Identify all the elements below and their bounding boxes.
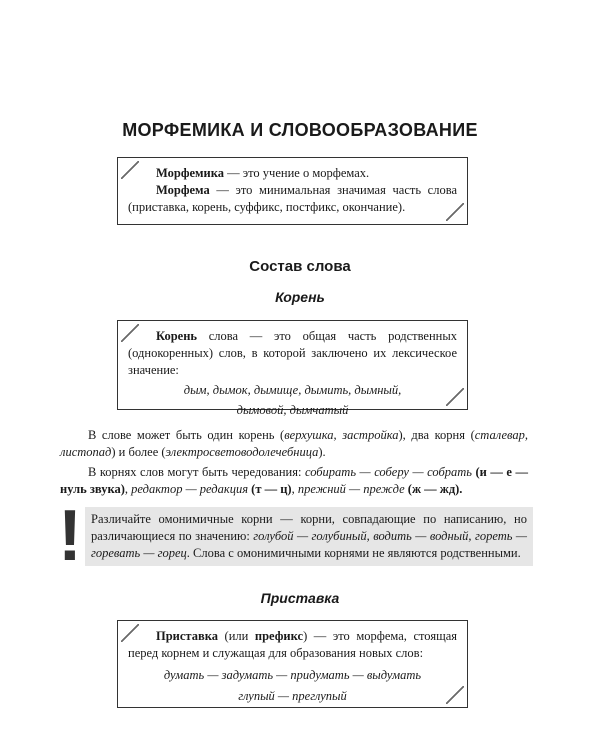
prefix-examples: глупый — преглупый (238, 689, 347, 703)
section-heading: Состав слова (249, 258, 351, 275)
prefix-examples: думать — задумать — придумать — выдумать (163, 668, 422, 682)
definition-box-root (117, 320, 468, 417)
corner-decoration (446, 388, 464, 406)
definition-box-prefix (117, 620, 468, 708)
root-definition: Корень слова — это общая часть родственных (однокоренных) слов, в которой заключено их лексическое значение: (128, 329, 457, 377)
corner-decoration (121, 161, 139, 179)
corner-decoration (121, 624, 139, 642)
corner-decoration (446, 203, 464, 221)
page-title: МОРФЕМИКА И СЛОВООБРАЗОВАНИЕ (122, 120, 478, 140)
root-examples: дымовой, дымчатый (236, 403, 349, 417)
morpheme-definition: Морфема — это минимальная значимая часть слова (приставка, корень, суффикс, постфикс, окончание). (128, 183, 457, 214)
note-homonymous-roots: Различайте омонимичные корни — корни, совпадающие по написанию, но различающиеся по значению: голубой — голубиный, водить — водный, гореть — горевать — горец. Слова с омонимичными корнями не являются родственными. (85, 507, 533, 566)
exclamation-icon: ! (58, 496, 82, 576)
paragraph-roots-count: В слове может быть один корень (верхушка, застройка), два корня (сталевар, листопад) и более (электросветоводолечебница). (60, 428, 528, 459)
root-examples: дым, дымок, дымище, дымить, дымный, (183, 383, 402, 397)
morphemics-definition: Морфемика — это учение о морфемах. (156, 166, 370, 180)
corner-decoration (446, 686, 464, 704)
subsection-heading-prefix: Приставка (260, 590, 340, 606)
definition-box-morphemics (117, 157, 468, 225)
corner-decoration (121, 324, 139, 342)
subsection-heading-root: Корень (275, 289, 325, 305)
prefix-definition: Приставка (или префикс) — это морфема, стоящая перед корнем и служащая для образования новых слов: (128, 629, 457, 660)
paragraph-alternations: В корнях слов могут быть чередования: собирать — соберу — собрать (и — е — нуль звука), редактор — редакция (т — ц), прежний — прежде (ж — жд). (60, 465, 528, 496)
